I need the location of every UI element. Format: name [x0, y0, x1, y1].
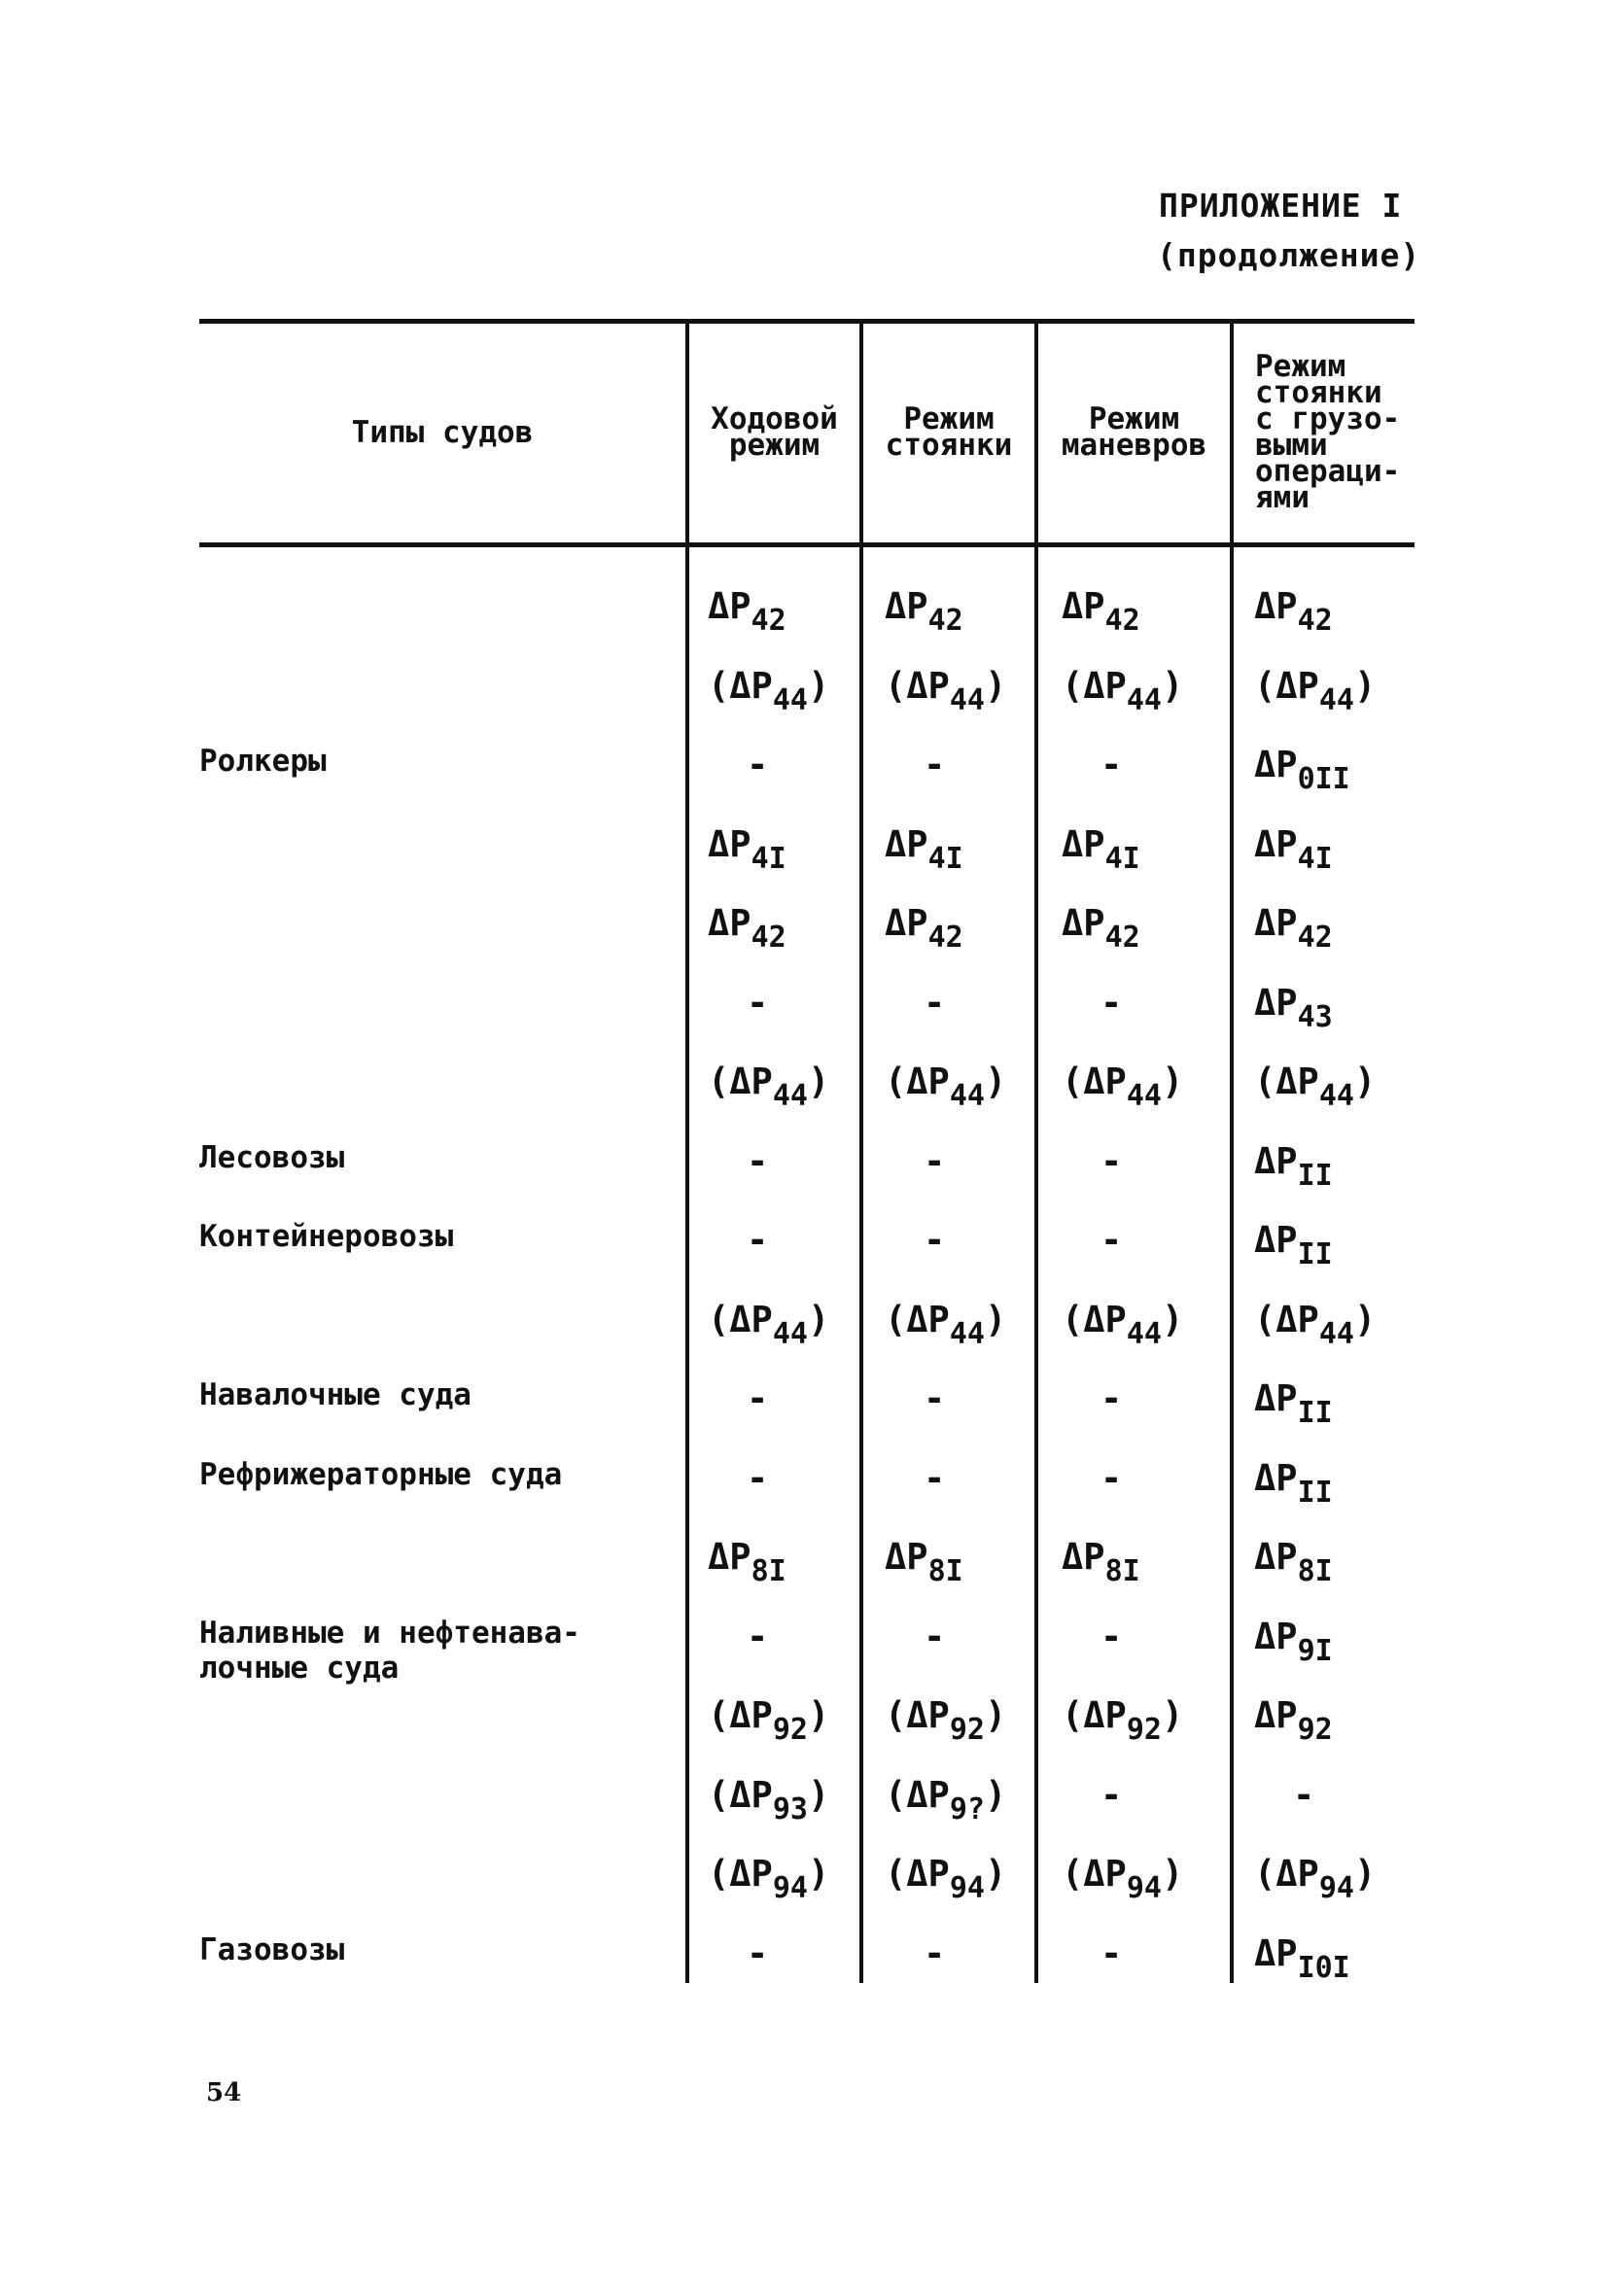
table-cell: $\Delta P_{42}$	[708, 902, 786, 955]
ship-type-label: Лесовозы	[199, 1139, 345, 1175]
table-cell: $(\Delta P_{44})$	[708, 664, 830, 717]
table-cell: $\Delta P_{4I}$	[708, 822, 786, 876]
ship-type-label: Газовозы	[199, 1931, 345, 1967]
column-header-1: Ходовой режим	[711, 401, 838, 463]
table-cell: $\Delta P_{4I}$	[885, 822, 963, 876]
table-cell: $(\Delta P_{44})$	[1254, 1061, 1377, 1113]
table-cell: $(\Delta P_{44})$	[1254, 1298, 1377, 1351]
table-cell: $(\Delta P_{92})$	[885, 1694, 1007, 1747]
table-cell: $\Delta P_{8I}$	[885, 1536, 963, 1588]
table-cell: -	[924, 744, 946, 785]
table-cell: -	[1100, 1139, 1123, 1182]
table-cell: $\Delta P_{9I}$	[1254, 1615, 1333, 1668]
table-cell: $\Delta P_{II}$	[1254, 1377, 1333, 1430]
table-cell: $\Delta P_{42}$	[885, 585, 963, 638]
table-cell: $(\Delta P_{44})$	[1254, 664, 1377, 717]
table-cell: -	[924, 981, 946, 1024]
table-cell: -	[924, 1139, 946, 1182]
table-cell: $(\Delta P_{44})$	[1062, 1298, 1184, 1351]
table-cell: $(\Delta P_{44})$	[1062, 1061, 1184, 1113]
table-cell: $\Delta P_{42}$	[1062, 585, 1140, 638]
table-cell: -	[1100, 1377, 1123, 1419]
table-cell: -	[1100, 744, 1123, 785]
table-cell: -	[1100, 1615, 1123, 1657]
table-cell: $(\Delta P_{44})$	[885, 1298, 1007, 1351]
table-cell: $(\Delta P_{92})$	[708, 1694, 830, 1747]
table-cell: -	[924, 1931, 946, 1974]
table-cell: $\Delta P_{I0I}$	[1254, 1931, 1350, 1985]
table-cell: -	[747, 1139, 769, 1182]
table-cell: $\Delta P_{42}$	[1062, 902, 1140, 955]
table-cell: $(\Delta P_{9?})$	[885, 1773, 1007, 1826]
table-cell: -	[747, 1219, 769, 1261]
column-header-4: Режим стоянки с грузо- выми операци- ями	[1255, 349, 1401, 515]
table-cell: -	[747, 981, 769, 1024]
column-header-3: Режим маневров	[1061, 401, 1207, 463]
ship-type-label: Рефрижераторные суда	[199, 1456, 563, 1492]
table-cell: $\Delta P_{II}$	[1254, 1456, 1333, 1510]
ship-type-label: Навалочные суда	[199, 1377, 472, 1412]
table-cell: -	[1100, 1456, 1123, 1499]
table-cell: $(\Delta P_{92})$	[1062, 1694, 1184, 1747]
table-cell: $\Delta P_{4I}$	[1254, 822, 1333, 876]
table-cell: -	[924, 1615, 946, 1657]
table-cell: $\Delta P_{4I}$	[1062, 822, 1140, 876]
appendix-title: ПРИЛОЖЕНИЕ I	[1159, 187, 1403, 225]
table-cell: -	[924, 1456, 946, 1499]
column-header-2: Режим стоянки	[885, 401, 1013, 463]
table-cell: -	[1293, 1773, 1315, 1816]
column-divider-2	[859, 319, 863, 1983]
table-cell: $(\Delta P_{94})$	[1062, 1853, 1184, 1905]
table-cell: $(\Delta P_{94})$	[885, 1853, 1007, 1905]
table-cell: -	[747, 1377, 769, 1419]
ship-type-label: Контейнеровозы	[199, 1219, 454, 1254]
table-cell: $(\Delta P_{44})$	[708, 1061, 830, 1113]
table-cell: $(\Delta P_{93})$	[708, 1773, 830, 1826]
table-cell: $\Delta P_{92}$	[1254, 1694, 1333, 1747]
table-cell: $\Delta P_{II}$	[1254, 1139, 1333, 1193]
table-cell: $\Delta P_{8I}$	[708, 1536, 786, 1588]
table-cell: $\Delta P_{42}$	[708, 585, 786, 638]
table-cell: -	[924, 1219, 946, 1261]
table-cell: $\Delta P_{8I}$	[1254, 1536, 1333, 1588]
table-cell: $\Delta P_{42}$	[1254, 902, 1333, 955]
table-cell: -	[1100, 1219, 1123, 1261]
column-divider-4	[1230, 319, 1234, 1983]
column-header-ship-types: Типы судов	[351, 414, 534, 450]
ship-type-label: Ролкеры	[199, 744, 327, 779]
table-cell: -	[747, 1615, 769, 1657]
table-cell: $\Delta P_{42}$	[1254, 585, 1333, 638]
table-cell: $(\Delta P_{44})$	[885, 664, 1007, 717]
table-cell: $\Delta P_{0II}$	[1254, 744, 1350, 796]
table-cell: -	[1100, 981, 1123, 1024]
column-divider-1	[685, 319, 689, 1983]
table-cell: $\Delta P_{II}$	[1254, 1219, 1333, 1271]
table-cell: -	[1100, 1931, 1123, 1974]
table-cell: -	[1100, 1773, 1123, 1816]
table-cell: -	[924, 1377, 946, 1419]
table-cell: $(\Delta P_{44})$	[885, 1061, 1007, 1113]
table-cell: $\Delta P_{42}$	[885, 902, 963, 955]
table-cell: $\Delta P_{8I}$	[1062, 1536, 1140, 1588]
table-cell: -	[747, 744, 769, 785]
table-cell: -	[747, 1931, 769, 1974]
table-cell: $(\Delta P_{94})$	[1254, 1853, 1377, 1905]
table-cell: $(\Delta P_{44})$	[1062, 664, 1184, 717]
table-cell: $(\Delta P_{44})$	[708, 1298, 830, 1351]
column-divider-3	[1034, 319, 1038, 1983]
ship-type-label: Наливные и нефтенава- лочные суда	[199, 1615, 580, 1686]
table-cell: -	[747, 1456, 769, 1499]
table-cell: $(\Delta P_{94})$	[708, 1853, 830, 1905]
appendix-subtitle: (продолжение)	[1157, 236, 1421, 274]
table-cell: $\Delta P_{43}$	[1254, 981, 1333, 1034]
page-number: 54	[206, 2078, 242, 2107]
